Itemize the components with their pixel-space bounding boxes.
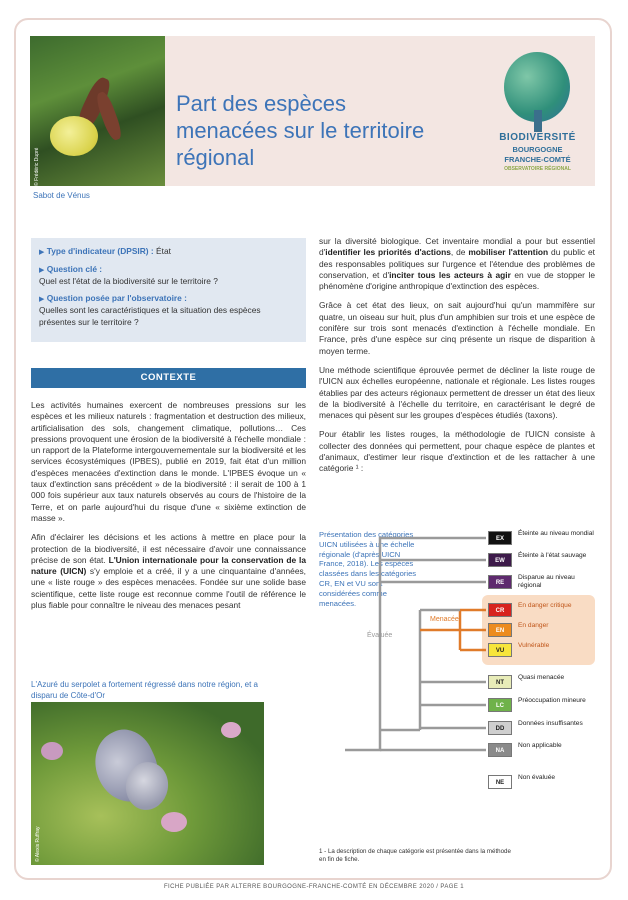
- category-en-label: En danger: [518, 622, 549, 629]
- logo-line2: BOURGOGNE: [512, 145, 563, 154]
- category-ew-label: Éteinte à l'état sauvage: [518, 552, 587, 559]
- category-nt-label: Quasi menacée: [518, 674, 565, 681]
- photo-credit: © Alexis Ruffray: [35, 826, 41, 862]
- key-question-label: Question clé :: [46, 263, 103, 274]
- tree-trunk: [534, 110, 542, 132]
- column-right: [319, 236, 595, 483]
- indicator-type-value: État: [156, 246, 171, 256]
- category-ex-label: Éteinte au niveau mondial: [518, 530, 594, 537]
- context-paragraph: Une méthode scientifique éprouvée permet de décliner la liste rouge de l'UICN aux échelles européenne, nationale et régionale. Les listes rouges établies par des acteurs régionaux permettent de dresser un état des lieux de la biodiversité à l'échelle du territoire, en caractérisant le degré de menaces qui pèsent sur les groupes d'espèces étudiés (taxons).: [319, 364, 595, 421]
- context-paragraph: Les activités humaines exercent de nombreuses pressions sur les espèces et les milieux naturels : fragmentation et destruction des milieux, artificialisation des sols, changement climatique, pollutions… Ces pressions provoquent une érosion de la biodiversité à l'échelle mondiale : un rapport de la Plateforme intergouvernementale sur la biodiversité et les services écosystémiques (IPBES), publié en 2019, fait état d'un million d'espèces menacées d'extinction dans le monde. L'IPBES évoque un « taux d'extinction sans précédent » de la biodiversité : il serait de 100 à 1 000 fois supérieur aux taux naturels observés au cours de l'histoire de la Terre, et on parle aujourd'hui du risque d'une « sixième extinction de masse ».: [31, 400, 306, 523]
- context-paragraph: Pour établir les listes rouges, la méthodologie de l'UICN consiste à collecter des données qui permettent, pour chaque espèce de plantes et d'animaux, d'estimer leur risque d'extinction et de les rattacher à une catégorie ¹ :: [319, 429, 595, 474]
- category-ex-badge: EX: [488, 531, 512, 545]
- category-lc-label: Préoccupation mineure: [518, 697, 586, 704]
- venus-slipper-photo: [30, 36, 165, 186]
- category-vu-label: Vulnérable: [518, 642, 550, 649]
- column-left: [31, 400, 306, 619]
- context-heading: CONTEXTE: [31, 368, 306, 388]
- indicator-box: ▶ Type d'indicateur (DPSIR) : État ▶ Question clé : Quel est l'état de la biodiversité sur le territoire ? ▶ Question posée par l'observatoire : Quelles sont les caractéristiques et la situation des espèces présentes sur le territoire ?: [31, 238, 306, 342]
- indicator-type-label: Type d'indicateur (DPSIR) :: [46, 246, 154, 256]
- category-dd-badge: DD: [488, 721, 512, 735]
- category-vu-badge: VU: [488, 643, 512, 657]
- context-paragraph: Grâce à cet état des lieux, on sait aujourd'hui qu'un mammifère sur quatre, un oiseau sur huit, plus d'un amphibien sur trois et une espèce de conifère sur trois sont menacés d'extinction à l'échelle mondiale. En France, près d'une espèce sur cinq présente un risque de disparition à moyen terme.: [319, 300, 595, 356]
- diagram-intro: Présentation des catégories UICN utilisées à une échelle régionale (d'après UICN France, 2018). Les espèces classées dans les catégories CR, EN et VU sont considérées comme menacées.: [319, 530, 417, 608]
- threatened-label: Menacée: [430, 616, 459, 623]
- category-na-badge: NA: [488, 743, 512, 757]
- context-paragraph: Afin d'éclairer les décisions et les actions à mettre en place pour la protection de la biodiversité, il est nécessaire d'avoir une connaissance précise de son état. L'Union internationale pour la conservation de la nature (UICN) s'y emploie et a créé, il y a une cinquantaine d'années, une « liste rouge » des espèces menacées. Fondée sur une solide base scientifique, cette liste rouge est reconnue comme l'outil de référence le plus fiable pour connaître le niveau des menaces pesant: [31, 532, 306, 611]
- photo-flower: [41, 742, 63, 760]
- category-ne-label: Non évaluée: [518, 774, 556, 781]
- logo-line4: OBSERVATOIRE RÉGIONAL: [504, 166, 571, 172]
- page-footer: FICHE PUBLIÉE PAR ALTERRE BOURGOGNE-FRANCHE-COMTÉ EN DÉCEMBRE 2020 / PAGE 1: [163, 884, 465, 890]
- photo-caption: Sabot de Vénus: [33, 191, 90, 200]
- evaluated-label: Évaluée: [367, 632, 393, 639]
- biodiversite-logo: [490, 52, 585, 177]
- page-title: Part des espèces menacées sur le territoire régional: [176, 91, 425, 170]
- key-question-value: Quel est l'état de la biodiversité sur le territoire ?: [39, 276, 218, 286]
- photo-credit: © Frédéric Dupré: [34, 147, 40, 186]
- category-lc-badge: LC: [488, 698, 512, 712]
- photo-sepal: [94, 90, 124, 142]
- category-cr-label: En danger critique: [518, 602, 572, 609]
- category-cr-badge: CR: [488, 603, 512, 617]
- category-tree-lines: [340, 520, 500, 800]
- butterfly-caption: L'Azuré du serpolet a fortement régressé dans notre région, et a disparu de Côte-d'Or: [31, 680, 258, 700]
- category-nt-badge: NT: [488, 675, 512, 689]
- photo-flower: [221, 722, 241, 738]
- category-dd-label: Données insuffisantes: [518, 720, 583, 727]
- footnote: 1 - La description de chaque catégorie est présentée dans la méthode en fin de fiche.: [319, 848, 511, 863]
- logo-line3: FRANCHE-COMTÉ: [504, 155, 571, 164]
- category-en-badge: EN: [488, 623, 512, 637]
- logo-line1: BIODIVERSITÉ: [499, 132, 576, 143]
- butterfly-photo: [31, 702, 264, 865]
- category-re-label: Disparue au niveau régional: [518, 574, 575, 589]
- observatory-question-value: Quelles sont les caractéristiques et la situation des espèces présentes sur le territoire ?: [39, 305, 261, 327]
- photo-flower: [161, 812, 187, 832]
- category-re-badge: RE: [488, 575, 512, 589]
- category-ne-badge: NE: [488, 775, 512, 789]
- observatory-question-label: Question posée par l'observatoire :: [46, 292, 187, 303]
- context-paragraph: sur la diversité biologique. Cet inventaire mondial a pour but essentiel d'identifier les priorités d'actions, de mobiliser l'attention du public et des responsables politiques sur l'urgence et l'étendue des problèmes de conservation, et d'inciter tous les acteurs à agir en vue de stopper le phénomène d'origine anthropique d'extinction des espèces.: [319, 236, 595, 292]
- category-na-label: Non applicable: [518, 742, 562, 749]
- category-ew-badge: EW: [488, 553, 512, 567]
- photo-lip: [50, 116, 98, 156]
